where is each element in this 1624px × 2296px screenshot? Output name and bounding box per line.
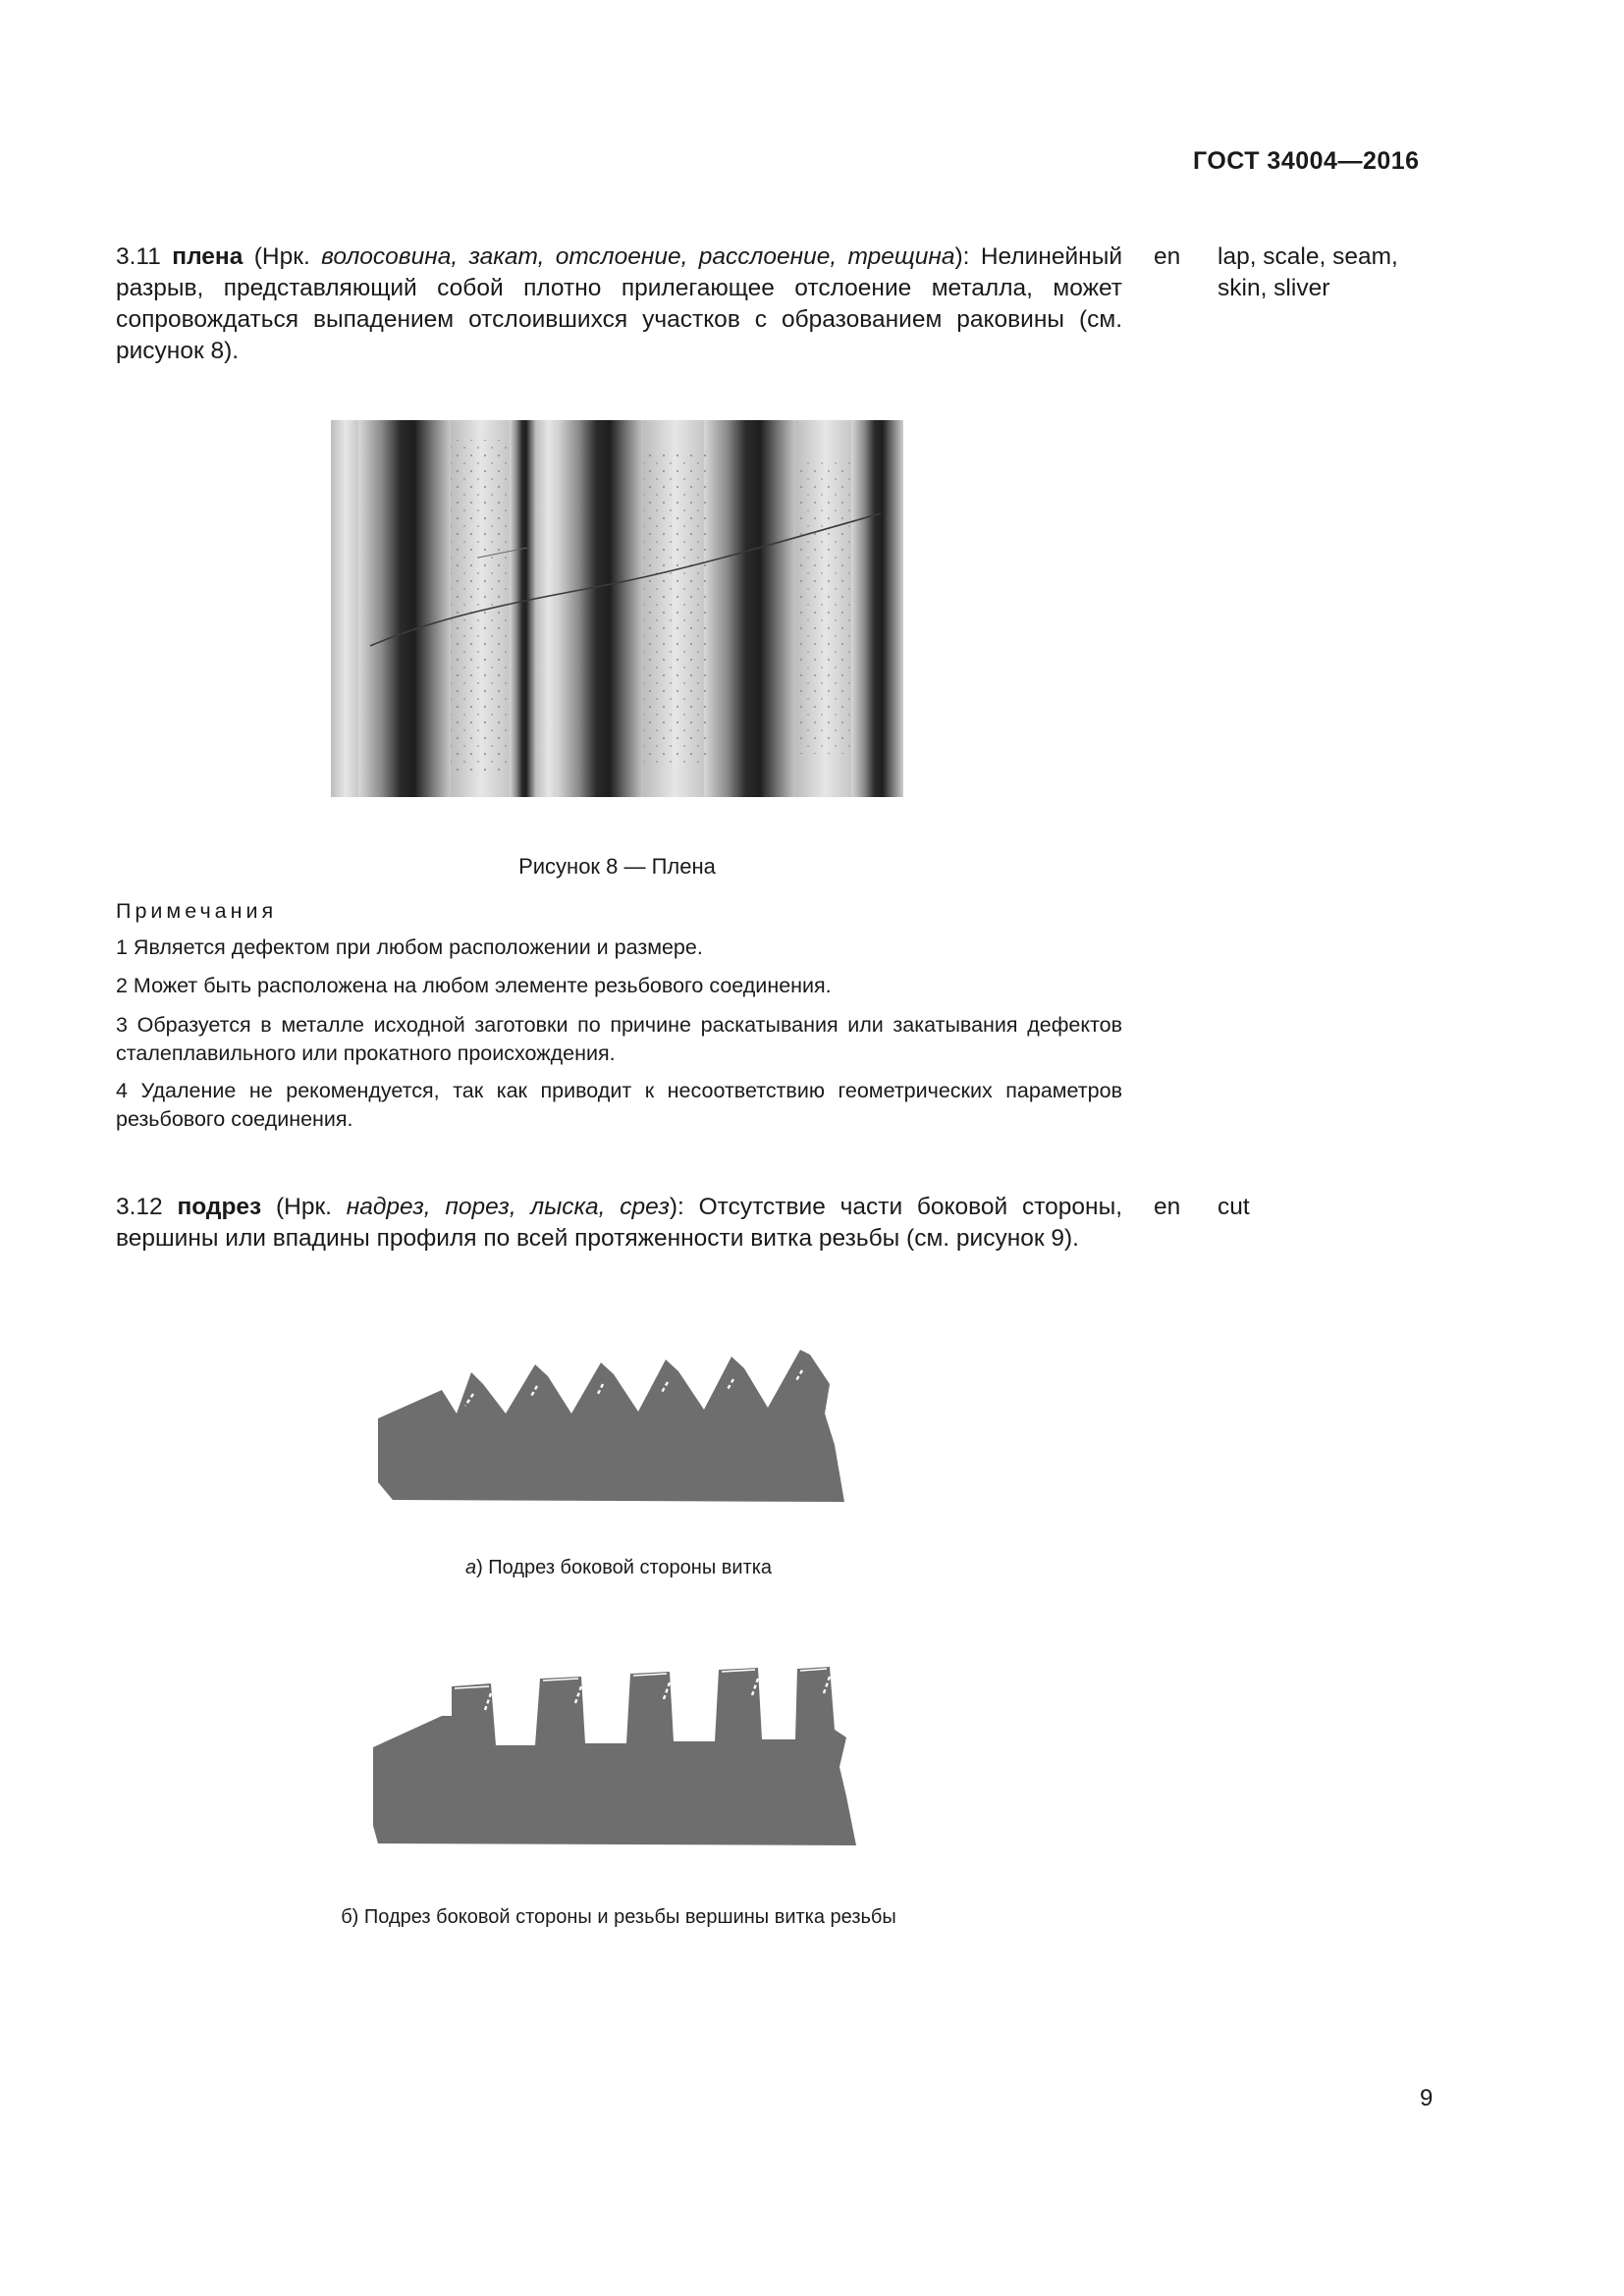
figure-9b-thread-profile (363, 1659, 874, 1855)
term-name: подрез (177, 1194, 262, 1220)
figure-8-caption: Рисунок 8 — Плена (518, 854, 716, 879)
caption-text: ) Подрез боковой стороны витка (476, 1557, 773, 1578)
note-item: 1 Является дефектом при любом расположении и размере. (116, 935, 703, 959)
term-definition: ): Отсутствие части боковой стороны, вершины или впадины профиля по всей протяженности витка резьбы (см. рисунок 9). (116, 1194, 1123, 1252)
term-name: плена (172, 243, 244, 270)
document-header: ГОСТ 34004—2016 (1193, 147, 1420, 175)
term-number: 3.12 (116, 1194, 163, 1220)
figure-9a-thread-profile (363, 1335, 874, 1512)
nrk-terms: надрез, порез, лыска, срез (346, 1194, 670, 1220)
translation: cut (1218, 1194, 1250, 1220)
term-entry-311 (116, 241, 1122, 367)
note-item: 2 Может быть расположена на любом элементе резьбового соединения. (116, 974, 832, 997)
translation-line-2: skin, sliver (1218, 275, 1330, 301)
nrk-prefix: (Нрк. (253, 243, 310, 270)
notes-title: Примечания (116, 899, 278, 923)
nrk-terms: волосовина, закат, отслоение, расслоение, трещина (321, 243, 955, 270)
term-definition: ): Нелинейный разрыв, представляющий собой плотно прилегающее отслоение металла, может сопровождаться выпадением отслоившихся участков с образованием раковины (см. рисунок 8). (116, 243, 1122, 364)
page-number: 9 (1420, 2085, 1434, 2111)
term-entry-312 (116, 1192, 1122, 1255)
figure-8-photo (331, 420, 903, 797)
lang-code: en (1154, 243, 1181, 270)
figure-9b-caption: б) Подрез боковой стороны и резьбы вершины витка резьбы (341, 1906, 896, 1928)
term-number: 3.11 (116, 243, 161, 270)
figure-label: а (464, 1557, 477, 1578)
nrk-prefix: (Нрк. (275, 1194, 332, 1220)
translation-line-1: lap, scale, seam, (1218, 243, 1398, 270)
lang-code: en (1154, 1194, 1181, 1220)
note-item: 3 Образуется в металле исходной заготовки по причине раскатывания или закатывания дефектов сталеплавильного или прокатного происхождения. (116, 1013, 1122, 1065)
note-item: 4 Удаление не рекомендуется, так как приводит к несоответствию геометрических параметров резьбового соединения. (116, 1079, 1122, 1131)
figure-9a-caption (363, 1557, 874, 1579)
